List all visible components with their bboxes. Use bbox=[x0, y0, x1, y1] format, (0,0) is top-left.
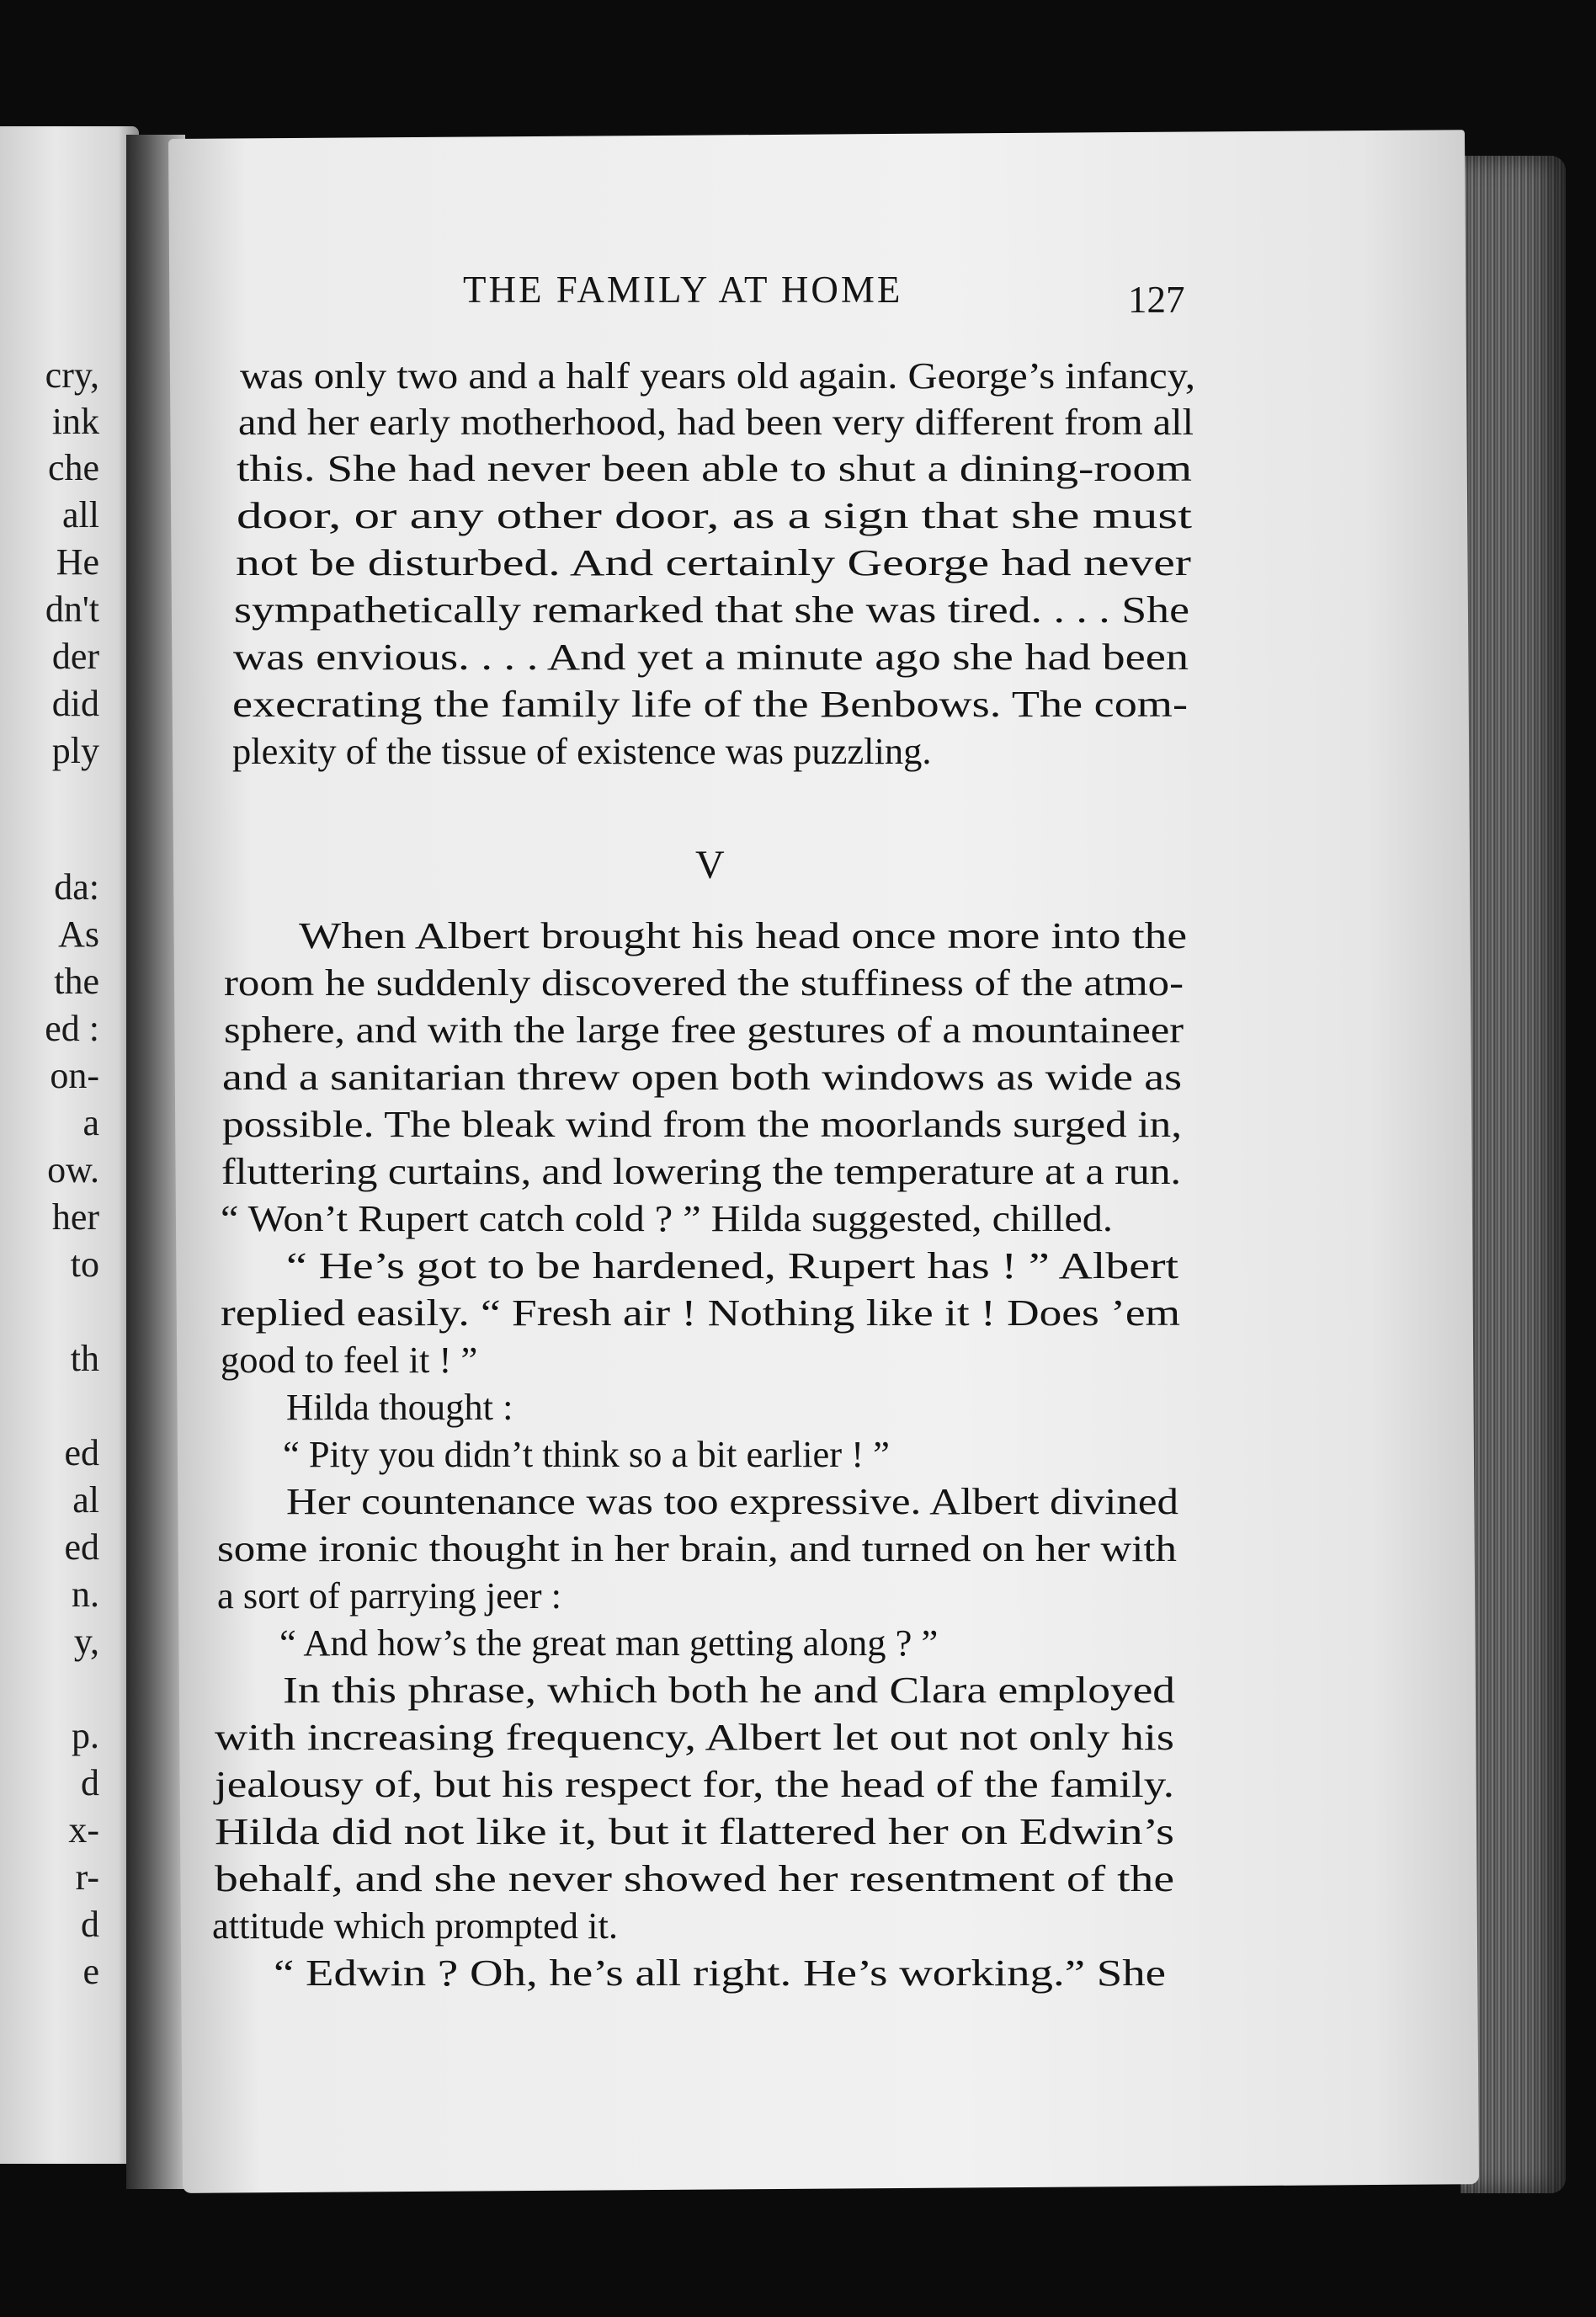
text-line: attitude which prompted it. bbox=[212, 1904, 618, 1947]
text-line: When Albert brought his head once more into the bbox=[299, 914, 1187, 956]
text-line: replied easily. “ Fresh air ! Nothing like it ! Does ’em bbox=[221, 1292, 1180, 1334]
text-line: “ Won’t Rupert catch cold ? ” Hilda suggested, chilled. bbox=[221, 1197, 1113, 1239]
left-page-fragment: ed bbox=[64, 1432, 99, 1473]
left-page-fragment: n. bbox=[72, 1574, 99, 1615]
page-number: 127 bbox=[1128, 279, 1185, 321]
text-line: “ Pity you didn’t think so a bit earlier ! ” bbox=[283, 1433, 890, 1475]
left-page-fragment: d bbox=[81, 1762, 99, 1803]
left-page-fragment: che bbox=[47, 447, 99, 488]
running-header: THE FAMILY AT HOME bbox=[463, 269, 903, 311]
text-line: jealousy of, but his respect for, the head of the family. bbox=[215, 1763, 1174, 1805]
text-line: sympathetically remarked that she was tired. . . . She bbox=[234, 589, 1189, 631]
left-page-fragment: did bbox=[51, 683, 99, 724]
left-page-fragment: e bbox=[82, 1951, 99, 1992]
left-page-fragment: y, bbox=[73, 1621, 99, 1662]
left-page-fragment: th bbox=[70, 1338, 99, 1379]
left-page-fragment: on- bbox=[50, 1055, 99, 1096]
text-line: behalf, and she never showed her resentment of the bbox=[215, 1857, 1174, 1899]
text-line: a sort of parrying jeer : bbox=[217, 1574, 561, 1617]
text-line: this. She had never been able to shut a dining-room bbox=[237, 447, 1192, 489]
text-line: In this phrase, which both he and Clara employed bbox=[283, 1669, 1175, 1711]
text-line: with increasing frequency, Albert let out not only his bbox=[215, 1716, 1174, 1758]
text-line: sphere, and with the large free gestures of a mountaineer bbox=[224, 1009, 1184, 1051]
text-line: plexity of the tissue of existence was puzzling. bbox=[232, 730, 932, 772]
text-line: and a sanitarian threw open both windows as wide as bbox=[222, 1056, 1182, 1098]
text-line: door, or any other door, as a sign that she must bbox=[237, 494, 1192, 536]
left-facing-page bbox=[0, 126, 139, 2164]
left-page-fragment: al bbox=[72, 1479, 99, 1521]
text-line: Her countenance was too expressive. Albert divined bbox=[286, 1480, 1178, 1522]
text-line: was envious. . . . And yet a minute ago she had been bbox=[233, 636, 1189, 678]
left-page-fragment: ink bbox=[51, 401, 99, 442]
left-page-fragment: As bbox=[58, 913, 99, 955]
left-page-fragment: ow. bbox=[47, 1149, 99, 1190]
text-line: possible. The bleak wind from the moorlands surged in, bbox=[222, 1103, 1182, 1145]
text-line: fluttering curtains, and lowering the temperature at a run. bbox=[221, 1150, 1181, 1192]
left-page-fragment: to bbox=[70, 1244, 99, 1285]
left-page-fragment: ed : bbox=[45, 1008, 99, 1049]
left-page-fragment: ed bbox=[64, 1526, 99, 1568]
left-page-fragment: da: bbox=[54, 866, 99, 908]
left-page-fragment: cry, bbox=[45, 354, 99, 396]
text-line: not be disturbed. And certainly George had never bbox=[236, 541, 1191, 583]
section-heading: V bbox=[695, 843, 725, 887]
text-line: execrating the family life of the Benbows. The com- bbox=[232, 683, 1188, 725]
text-line: room he suddenly discovered the stuffiness of the atmo- bbox=[224, 961, 1184, 1004]
left-page-fragment: dn't bbox=[45, 589, 99, 630]
left-page-fragment: r- bbox=[75, 1856, 99, 1898]
text-line: Hilda thought : bbox=[286, 1386, 513, 1428]
left-page-fragment: der bbox=[51, 636, 99, 677]
left-page-fragment: all bbox=[62, 494, 99, 535]
left-page-fragment: d bbox=[81, 1904, 99, 1945]
left-page-fragment: her bbox=[51, 1196, 99, 1238]
left-page-fragment: p. bbox=[72, 1715, 99, 1756]
left-page-fragment: He bbox=[56, 541, 99, 583]
left-page-fragment: x- bbox=[68, 1809, 99, 1851]
text-line: good to feel it ! ” bbox=[221, 1339, 478, 1381]
text-line: and her early motherhood, had been very different from all bbox=[238, 401, 1194, 443]
text-line: “ He’s got to be hardened, Rupert has ! ” Albert bbox=[286, 1244, 1178, 1286]
text-line: some ironic thought in her brain, and turned on her with bbox=[217, 1527, 1177, 1569]
text-line: “ Edwin ? Oh, he’s all right. He’s working.” She bbox=[274, 1952, 1166, 1994]
text-line: “ And how’s the great man getting along ? ” bbox=[279, 1622, 939, 1664]
left-page-fragment: ply bbox=[51, 730, 99, 771]
left-page-fragment: the bbox=[54, 961, 99, 1002]
text-line: was only two and a half years old again. George’s infancy, bbox=[240, 354, 1195, 397]
left-page-fragment: a bbox=[82, 1102, 99, 1143]
text-line: Hilda did not like it, but it flattered her on Edwin’s bbox=[215, 1810, 1174, 1852]
